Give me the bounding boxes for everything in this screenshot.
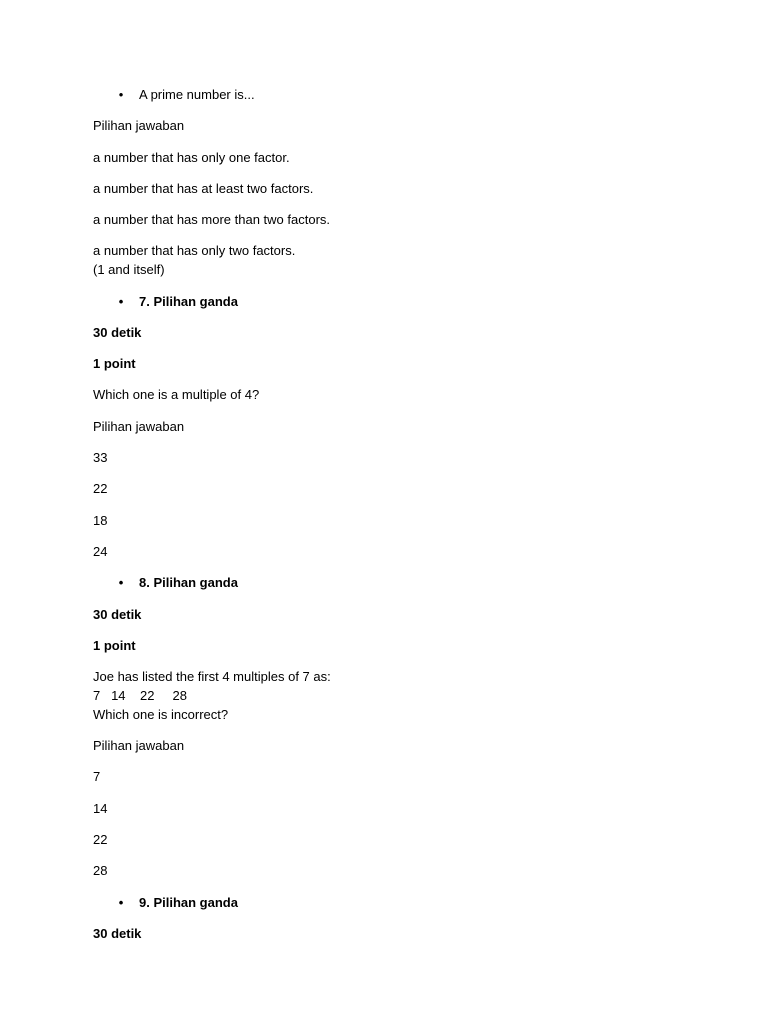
question-6-prompt: A prime number is... bbox=[139, 87, 255, 102]
q8-prompt-line3: Which one is incorrect? bbox=[93, 706, 229, 722]
q8-choices-label: Pilihan jawaban bbox=[93, 738, 185, 754]
q7-prompt: Which one is a multiple of 4? bbox=[93, 387, 260, 403]
q8-prompt-line1: Joe has listed the first 4 multiples of 7 as: bbox=[93, 669, 331, 685]
q6-option-2: a number that has at least two factors. bbox=[93, 180, 314, 196]
bullet-icon: • bbox=[118, 575, 124, 591]
q7-choices-label: Pilihan jawaban bbox=[93, 418, 185, 434]
q8-option-3: 22 bbox=[93, 831, 108, 847]
question-6-prompt-row bbox=[93, 86, 693, 105]
q7-option-1: 33 bbox=[93, 450, 108, 466]
question-8-header: 8. Pilihan ganda bbox=[139, 575, 238, 591]
q9-time: 30 detik bbox=[93, 925, 142, 941]
q6-choices-label: Pilihan jawaban bbox=[93, 118, 185, 134]
question-9-header-row bbox=[93, 894, 693, 913]
q6-option-1: a number that has only one factor. bbox=[93, 149, 290, 165]
q6-option-3: a number that has more than two factors. bbox=[93, 212, 331, 228]
q7-time: 30 detik bbox=[93, 324, 142, 340]
document-page bbox=[93, 86, 693, 956]
q8-option-4: 28 bbox=[93, 863, 108, 879]
question-9-header: 9. Pilihan ganda bbox=[139, 894, 238, 910]
q7-option-3: 18 bbox=[93, 512, 108, 528]
bullet-icon: • bbox=[118, 894, 124, 910]
q6-option-4 bbox=[93, 242, 693, 280]
bullet-icon: • bbox=[118, 87, 124, 102]
bullet-icon: • bbox=[118, 293, 124, 309]
q8-points: 1 point bbox=[93, 637, 136, 653]
q8-option-1: 7 bbox=[93, 769, 101, 785]
q6-option-4-line1: a number that has only two factors. bbox=[93, 243, 296, 259]
q8-prompt-line2: 7 14 22 28 bbox=[93, 687, 187, 703]
q7-points: 1 point bbox=[93, 356, 136, 372]
q8-prompt bbox=[93, 668, 693, 724]
q8-option-2: 14 bbox=[93, 800, 108, 816]
q6-option-4-line2: (1 and itself) bbox=[93, 262, 165, 278]
q8-time: 30 detik bbox=[93, 606, 142, 622]
question-7-header-row bbox=[93, 293, 693, 312]
question-7-header: 7. Pilihan ganda bbox=[139, 293, 238, 309]
q7-option-4: 24 bbox=[93, 543, 108, 559]
question-8-header-row bbox=[93, 574, 693, 593]
q7-option-2: 22 bbox=[93, 481, 108, 497]
